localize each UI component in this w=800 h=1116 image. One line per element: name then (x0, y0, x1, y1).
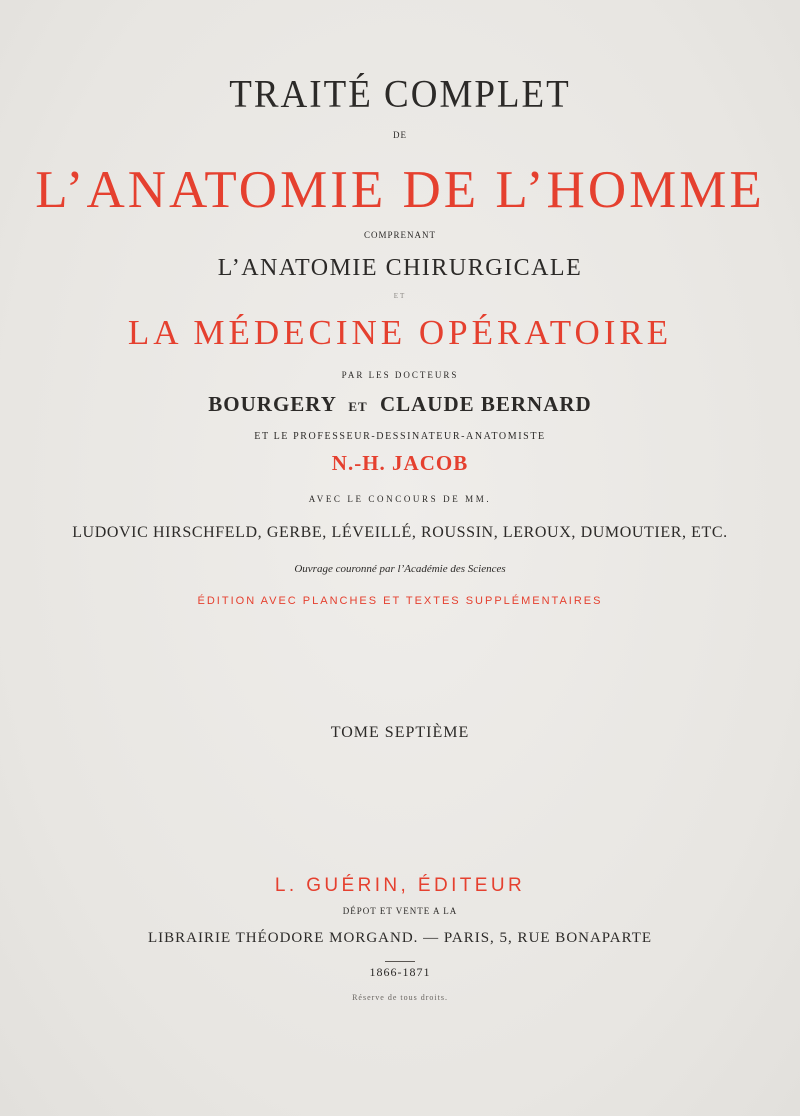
librairie-line: LIBRAIRIE THÉODORE MORGAND. — PARIS, 5, RUE BONAPARTE (147, 930, 653, 946)
par-les-docteurs: PAR LES DOCTEURS (341, 370, 459, 380)
title-line: TRAITÉ COMPLET (229, 72, 571, 117)
collaborators-line: LUDOVIC HIRSCHFELD, GERBE, LÉVEILLÉ, ROUSSIN, LEROUX, DUMOUTIER, ETC. (72, 524, 728, 541)
rights-reserved: Réserve de tous droits. (352, 993, 448, 1002)
ouvrage-line: Ouvrage couronné par l’Académie des Sciences (294, 563, 506, 575)
author-et: ET (348, 399, 368, 414)
subtitle-medecine: LA MÉDECINE OPÉRATOIRE (127, 313, 673, 352)
illustrator-name: N.-H. JACOB (331, 451, 469, 475)
authors-line (0, 394, 800, 415)
author-bourgery: BOURGERY (208, 392, 337, 416)
connector-de: DE (393, 130, 407, 140)
publisher-name: L. GUÉRIN, ÉDITEUR (274, 875, 526, 896)
concours-line: AVEC LE CONCOURS DE MM. (308, 494, 492, 504)
tome-label: TOME SEPTIÈME (330, 724, 470, 741)
edition-line: ÉDITION AVEC PLANCHES ET TEXTES SUPPLÉMENTAIRES (197, 595, 603, 607)
depot-line: DÉPOT ET VENTE A LA (342, 906, 458, 916)
comprenant-label: COMPRENANT (363, 230, 436, 240)
subtitle-chirurgicale: L’ANATOMIE CHIRURGICALE (217, 255, 583, 281)
main-title: L’ANATOMIE DE L’HOMME (35, 161, 765, 219)
professeur-line: ET LE PROFESSEUR-DESSINATEUR-ANATOMISTE (254, 431, 546, 442)
years-line: 1866-1871 (369, 965, 431, 979)
divider-rule (385, 961, 415, 962)
connector-et: ET (393, 292, 407, 300)
author-bernard: CLAUDE BERNARD (379, 392, 592, 416)
